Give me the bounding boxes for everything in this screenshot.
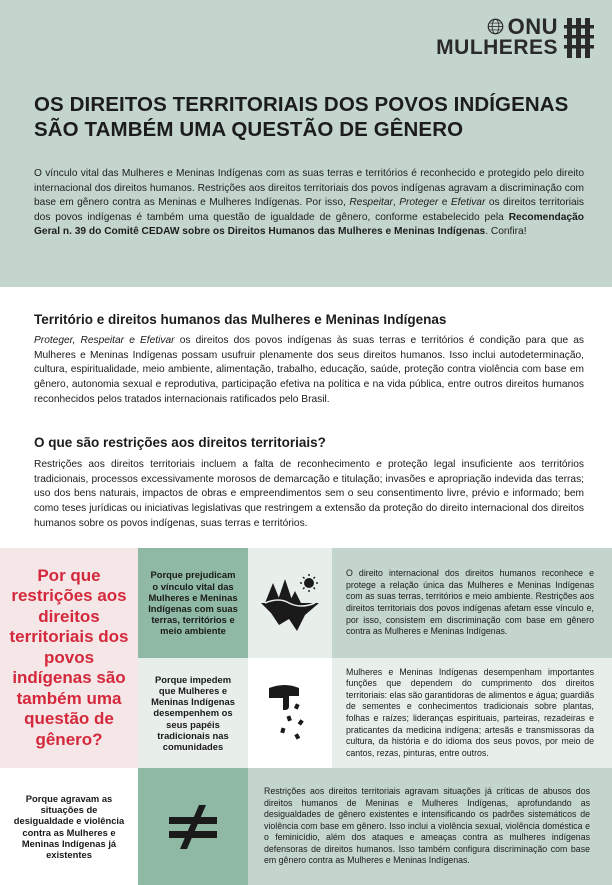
logo-onu-text: ONU: [507, 14, 558, 39]
logo-mulheres-text: MULHERES: [436, 36, 558, 59]
section-title-territory: Território e direitos humanos das Mulheres e Meninas Indígenas: [34, 312, 447, 327]
question-text: Por que restrições aos direitos territoriais dos povos indígenas são também uma questão de gênero?: [9, 565, 129, 749]
icon-cell-1: [248, 548, 332, 658]
section-title-restrictions: O que são restrições aos direitos territoriais?: [34, 435, 326, 450]
section-body-territory: Proteger, Respeitar e Efetivar os direitos dos povos indígenas às suas terras e territórios é condição para que as Mulheres e Meninas Indígenas possam usufruir plenamente dos seus direitos humanos. Isso inclui autodeterminação, cultura, espiritualidade, meio ambiente, alimentação, trabalho, educação, saúde, proteção contra violência com base em gênero, autonomia sexual e reprodutiva, participação efetiva na política e na vida pública, entre outros direitos humanos reconhecidos pelos tratados internacionais ratificados pelo Brasil.: [34, 335, 585, 405]
header-band: [0, 0, 612, 287]
reason-3: Porque agravam as situações de desigualdade e violência contra as Mulheres e Meninas Indígenas já existentes: [0, 768, 138, 885]
reasons-grid: [0, 548, 612, 885]
intro-paragraph: O vínculo vital das Mulheres e Meninas Indígenas com as suas terras e territórios é reconhecido e protegido pelo direito internacional dos direitos humanos. Restrições aos direitos territoriais dos povos indígenas agravam a discriminação com base em gênero contra as Meninas e Mulheres Indígenas. Por isso, Respeitar, Proteger e Efetivar os direitos territoriais dos povos indígenas é também uma questão de igualdade de gênero, conforme estabelecido pela Recomendação Geral n. 39 do Comitê CEDAW sobre os Direitos Humanos das Mulheres e Meninas Indígenas. Confira!: [34, 168, 585, 238]
un-globe-icon: [487, 18, 504, 35]
question-cell: [0, 548, 138, 768]
icon-cell-2: [248, 658, 332, 768]
section-body-restrictions: Restrições aos direitos territoriais incluem a falta de reconhecimento e proteção legal insuficiente aos territórios tradicionais, processos excessivamente morosos de demarcação e titulação; invasões e apropriação indevida das terras; uso dos bens naturais, impactos de obras e empreendimentos sem o seu consentimento livre, prévio e informado; bem como teses jurídicas ou iniciativas legislativas que restringem a extensão da proteção do direito internacional dos direitos humanos sobre os povos indígenas, suas terras e territórios.: [34, 459, 584, 529]
description-2: Mulheres e Meninas Indígenas desempenham importantes funções que dependem do cumprimento dos direitos territoriais: elas são garantidoras de alimentos e água; guardiãs de sementes e conhecimentos tradicionais sobre plantas, folhas e raízes; lideranças espirituais, parteiras, rezadeiras e praticantes da medicina indígena; artesãs e transmissoras da cultura, da história e do idioma dos seus povos, por meio de cantos, rezas, pinturas, entre outros.: [332, 658, 612, 768]
onu-mulheres-mark-icon: [564, 16, 594, 60]
icon-cell-3: [138, 768, 248, 885]
reason-2: Porque impedem que Mulheres e Meninas Indígenas desempenhem os seus papéis tradicionais nas comunidades: [138, 658, 248, 768]
not-equal-icon: [167, 803, 219, 851]
onu-mulheres-logo: [436, 16, 594, 60]
description-3: Restrições aos direitos territoriais agravam situações já críticas de abusos dos direitos humanos de Meninas e Mulheres Indígenas, aprofundando as desigualdades de gênero existentes e intensificando os padrões sistemáticos de violência com base em gênero. Isso inclui a violência sexual, violência doméstica e o feminicídio, além dos ataques e ameaças contra as mulheres indígenas defensoras de direitos humanos. Isso também configura discriminação com base em gênero contra as Mulheres e Meninas Indígenas.: [248, 768, 612, 885]
land-nature-icon: [259, 573, 321, 633]
page-title: OS DIREITOS TERRITORIAIS DOS POVOS INDÍGENAS SÃO TAMBÉM UMA QUESTÃO DE GÊNERO: [34, 93, 569, 141]
reason-1: Porque prejudicam o vínculo vital das Mulheres e Meninas Indígenas com suas terras, territórios e meio ambiente: [138, 548, 248, 658]
description-1: O direito internacional dos direitos humanos reconhece e protege a relação única das Mulheres e Meninas Indígenas com as suas terras, territórios e meio ambiente. Restrições aos direitos territoriais dos povos indígenas afetam esse vínculo e, por isso, consistem em discriminação com base em gênero contra as Mulheres e Meninas Indígenas.: [332, 548, 612, 658]
sowing-seeds-icon: [265, 682, 315, 744]
